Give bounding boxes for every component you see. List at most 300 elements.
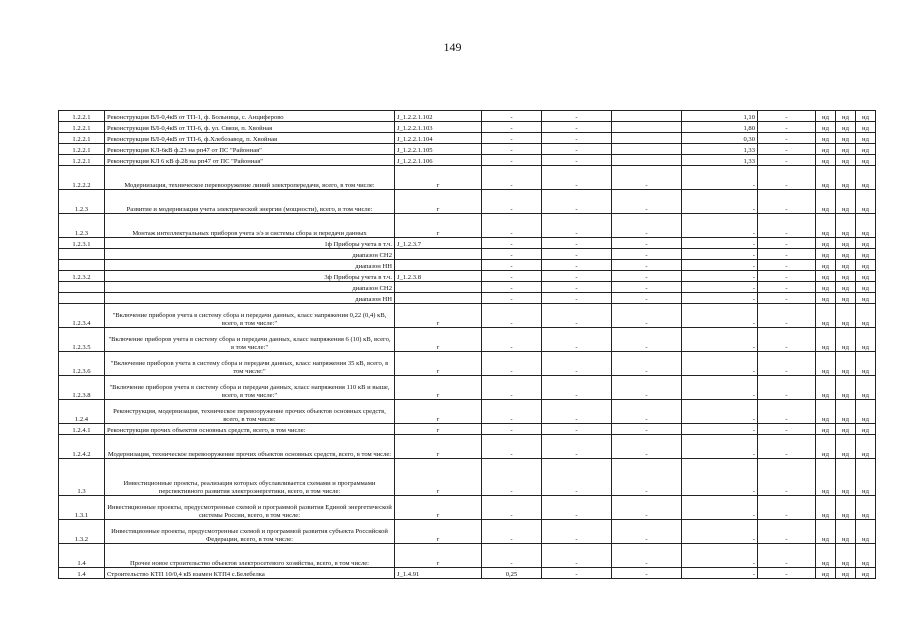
row-identifier: г <box>395 496 482 520</box>
row-nd-3: нд <box>856 214 876 238</box>
row-identifier: J_1.4.91 <box>395 568 482 579</box>
row-nd-1: нд <box>816 214 836 238</box>
row-nd-1: нд <box>816 249 836 260</box>
row-value-1: - <box>482 400 542 424</box>
row-value-4: - <box>682 304 758 328</box>
row-value-1: - <box>482 293 542 304</box>
row-value-5: - <box>758 260 816 271</box>
row-nd-1: нд <box>816 400 836 424</box>
row-value-4: - <box>682 496 758 520</box>
row-value-2: - <box>542 435 612 459</box>
row-nd-3: нд <box>856 155 876 166</box>
row-nd-3: нд <box>856 111 876 122</box>
table-row <box>59 249 876 260</box>
row-identifier <box>395 293 482 304</box>
row-identifier: J_1.2.2.1.103 <box>395 122 482 133</box>
row-value-1: - <box>482 238 542 249</box>
row-value-3 <box>612 144 682 155</box>
row-name: "Включение приборов учета в систему сбора и передачи данных, класс напряжения 35 кВ, всего, в том числе:" <box>105 352 395 376</box>
row-nd-1: нд <box>816 496 836 520</box>
row-name: Инвестиционные проекты, реализация которых обуславливается схемами и программами перспективного развития электроэнергетики, всего, в том числе: <box>105 459 395 496</box>
row-value-4: - <box>682 544 758 568</box>
row-value-5: - <box>758 435 816 459</box>
row-identifier: J_1.2.2.1.106 <box>395 155 482 166</box>
row-nd-3: нд <box>856 249 876 260</box>
row-nd-2: нд <box>836 424 856 435</box>
row-value-1: - <box>482 304 542 328</box>
row-value-2: - <box>542 249 612 260</box>
row-value-3: - <box>612 260 682 271</box>
table-row <box>59 568 876 579</box>
row-value-5: - <box>758 111 816 122</box>
row-value-2: - <box>542 238 612 249</box>
row-nd-1: нд <box>816 376 836 400</box>
row-code: 1.2.3.1 <box>59 238 105 249</box>
row-nd-2: нд <box>836 304 856 328</box>
row-value-4: - <box>682 459 758 496</box>
row-value-2: - <box>542 271 612 282</box>
row-identifier: J_1.2.3.7 <box>395 238 482 249</box>
row-value-3 <box>612 133 682 144</box>
row-identifier: г <box>395 424 482 435</box>
row-nd-3: нд <box>856 282 876 293</box>
row-nd-1: нд <box>816 352 836 376</box>
row-value-2: - <box>542 304 612 328</box>
row-identifier: J_1.2.2.1.105 <box>395 144 482 155</box>
row-nd-3: нд <box>856 238 876 249</box>
row-name: Инвестиционные проекты, предусмотренные схемой и программой развития Единой энергетической системы России, всего, в том числе: <box>105 496 395 520</box>
row-nd-1: нд <box>816 133 836 144</box>
row-nd-3: нд <box>856 424 876 435</box>
row-value-2: - <box>542 122 612 133</box>
row-value-1: - <box>482 435 542 459</box>
row-identifier: г <box>395 328 482 352</box>
row-value-1: - <box>482 328 542 352</box>
row-value-3: - <box>612 435 682 459</box>
row-name: Модернизация, техническое перевооружение прочих объектов основных средств, всего, в том числе: <box>105 435 395 459</box>
row-value-1: - <box>482 352 542 376</box>
row-value-1: - <box>482 424 542 435</box>
row-value-2: - <box>542 214 612 238</box>
row-value-4: - <box>682 424 758 435</box>
row-nd-3: нд <box>856 435 876 459</box>
row-value-1: - <box>482 144 542 155</box>
table-row <box>59 544 876 568</box>
row-name: Реконструкция КЛ-6кВ ф.23 на рп47 от ПС "Районная" <box>105 144 395 155</box>
row-value-5: - <box>758 144 816 155</box>
row-value-3: - <box>612 424 682 435</box>
row-code: 1.2.2.1 <box>59 144 105 155</box>
row-identifier: г <box>395 400 482 424</box>
row-nd-3: нд <box>856 459 876 496</box>
row-name: Прочее новое строительство объектов электросетевого хозяйства, всего, в том числе: <box>105 544 395 568</box>
row-value-1: - <box>482 544 542 568</box>
row-name: Развитие и модернизация учета электрической энергии (мощности), всего, в том числе: <box>105 190 395 214</box>
row-value-5: - <box>758 214 816 238</box>
table-row <box>59 304 876 328</box>
row-nd-3: нд <box>856 520 876 544</box>
row-value-5: - <box>758 133 816 144</box>
row-nd-2: нд <box>836 435 856 459</box>
table-row <box>59 190 876 214</box>
row-nd-1: нд <box>816 568 836 579</box>
row-value-5: - <box>758 496 816 520</box>
row-value-1: - <box>482 155 542 166</box>
row-nd-1: нд <box>816 520 836 544</box>
row-value-2: - <box>542 166 612 190</box>
row-nd-3: нд <box>856 400 876 424</box>
row-nd-2: нд <box>836 166 856 190</box>
row-value-3: - <box>612 496 682 520</box>
row-name: "Включение приборов учета в систему сбора и передачи данных, класс напряжения 110 кВ и выше, всего, в том числе:" <box>105 376 395 400</box>
row-value-3: - <box>612 282 682 293</box>
row-value-2: - <box>542 144 612 155</box>
row-code: 1.2.3.8 <box>59 376 105 400</box>
table-row <box>59 260 876 271</box>
row-value-5: - <box>758 282 816 293</box>
row-name: Модернизация, техническое перевооружение линий электропередачи, всего, в том числе: <box>105 166 395 190</box>
row-code: 1.2.4.2 <box>59 435 105 459</box>
row-value-2: - <box>542 496 612 520</box>
row-value-1: - <box>482 249 542 260</box>
row-nd-3: нд <box>856 496 876 520</box>
row-value-1: - <box>482 271 542 282</box>
row-nd-2: нд <box>836 122 856 133</box>
row-value-4: - <box>682 260 758 271</box>
row-value-2: - <box>542 424 612 435</box>
row-value-5: - <box>758 249 816 260</box>
row-value-3: - <box>612 190 682 214</box>
row-value-1: - <box>482 459 542 496</box>
row-value-1: - <box>482 166 542 190</box>
table-row <box>59 155 876 166</box>
row-nd-3: нд <box>856 122 876 133</box>
row-value-5: - <box>758 459 816 496</box>
table-row <box>59 293 876 304</box>
row-nd-2: нд <box>836 238 856 249</box>
row-nd-3: нд <box>856 271 876 282</box>
table-row <box>59 520 876 544</box>
row-name: Реконструкция прочих объектов основных средств, всего, в том числе: <box>105 424 395 435</box>
row-code: 1.3.1 <box>59 496 105 520</box>
row-code <box>59 249 105 260</box>
row-nd-2: нд <box>836 400 856 424</box>
row-value-4: - <box>682 520 758 544</box>
row-nd-1: нд <box>816 328 836 352</box>
row-value-3: - <box>612 271 682 282</box>
row-identifier <box>395 260 482 271</box>
table-row <box>59 435 876 459</box>
row-nd-1: нд <box>816 111 836 122</box>
row-nd-2: нд <box>836 271 856 282</box>
row-value-3: - <box>612 352 682 376</box>
row-value-4: - <box>682 400 758 424</box>
row-identifier: г <box>395 166 482 190</box>
row-value-3: - <box>612 214 682 238</box>
table-row <box>59 214 876 238</box>
row-value-5: - <box>758 166 816 190</box>
row-value-4: - <box>682 271 758 282</box>
row-nd-3: нд <box>856 133 876 144</box>
row-nd-1: нд <box>816 238 836 249</box>
row-value-3: - <box>612 238 682 249</box>
row-value-5: - <box>758 424 816 435</box>
row-code: 1.2.3 <box>59 214 105 238</box>
row-value-2: - <box>542 328 612 352</box>
row-nd-3: нд <box>856 260 876 271</box>
row-identifier: г <box>395 520 482 544</box>
row-value-1: - <box>482 190 542 214</box>
row-nd-1: нд <box>816 435 836 459</box>
row-identifier: J_1.2.2.1.102 <box>395 111 482 122</box>
row-name: "Включение приборов учета в систему сбора и передачи данных, класс напряжения 6 (10) кВ, всего, в том числе:" <box>105 328 395 352</box>
row-nd-2: нд <box>836 249 856 260</box>
row-identifier: J_1.2.3.8 <box>395 271 482 282</box>
row-value-2: - <box>542 190 612 214</box>
row-value-3: - <box>612 328 682 352</box>
row-value-4: - <box>682 238 758 249</box>
row-value-3: - <box>612 376 682 400</box>
row-nd-2: нд <box>836 544 856 568</box>
row-value-3: - <box>612 293 682 304</box>
row-value-2: - <box>542 568 612 579</box>
row-value-5: - <box>758 520 816 544</box>
table-row <box>59 352 876 376</box>
row-name: диапазон СН2 <box>105 249 395 260</box>
row-code: 1.3 <box>59 459 105 496</box>
row-value-4: 1,80 <box>682 122 758 133</box>
row-nd-1: нд <box>816 304 836 328</box>
row-value-2: - <box>542 400 612 424</box>
row-value-4: 1,33 <box>682 144 758 155</box>
row-value-2: - <box>542 520 612 544</box>
row-identifier: J_1.2.2.1.104 <box>395 133 482 144</box>
row-nd-2: нд <box>836 260 856 271</box>
row-nd-2: нд <box>836 376 856 400</box>
row-code <box>59 293 105 304</box>
row-nd-3: нд <box>856 144 876 155</box>
row-name: Реконструкция, модернизация, техническое перевооружение прочих объектов основных средств, всего, в том числе: <box>105 400 395 424</box>
row-nd-2: нд <box>836 568 856 579</box>
row-value-1: - <box>482 214 542 238</box>
row-value-5: - <box>758 352 816 376</box>
row-identifier: г <box>395 435 482 459</box>
row-nd-2: нд <box>836 282 856 293</box>
row-identifier: г <box>395 544 482 568</box>
row-value-4: - <box>682 166 758 190</box>
row-name: 3ф Приборы учета в т.ч. <box>105 271 395 282</box>
row-value-5: - <box>758 400 816 424</box>
row-code <box>59 282 105 293</box>
row-nd-3: нд <box>856 293 876 304</box>
row-value-5: - <box>758 238 816 249</box>
row-nd-2: нд <box>836 214 856 238</box>
row-value-3: - <box>612 166 682 190</box>
row-value-5: - <box>758 376 816 400</box>
row-code: 1.2.3.4 <box>59 304 105 328</box>
row-value-5: - <box>758 271 816 282</box>
row-value-5: - <box>758 155 816 166</box>
row-value-4: - <box>682 190 758 214</box>
row-nd-3: нд <box>856 352 876 376</box>
row-value-2: - <box>542 293 612 304</box>
row-nd-2: нд <box>836 328 856 352</box>
table-row <box>59 166 876 190</box>
row-nd-2: нд <box>836 111 856 122</box>
page-number: 149 <box>443 40 462 54</box>
row-code: 1.2.4.1 <box>59 424 105 435</box>
table-row <box>59 400 876 424</box>
row-nd-3: нд <box>856 166 876 190</box>
row-identifier <box>395 282 482 293</box>
row-value-4: - <box>682 352 758 376</box>
row-name: диапазон НН <box>105 260 395 271</box>
row-value-5: - <box>758 328 816 352</box>
row-value-3: - <box>612 459 682 496</box>
row-code: 1.2.2.1 <box>59 122 105 133</box>
row-value-4: - <box>682 249 758 260</box>
row-nd-1: нд <box>816 190 836 214</box>
row-code: 1.2.2.1 <box>59 155 105 166</box>
row-identifier: г <box>395 376 482 400</box>
row-value-2: - <box>542 376 612 400</box>
row-nd-3: нд <box>856 304 876 328</box>
row-code: 1.2.2.1 <box>59 111 105 122</box>
row-value-2: - <box>542 155 612 166</box>
row-code: 1.3.2 <box>59 520 105 544</box>
row-name: 1ф Приборы учета в т.ч. <box>105 238 395 249</box>
table-row <box>59 271 876 282</box>
row-code: 1.2.3.5 <box>59 328 105 352</box>
row-code: 1.4 <box>59 544 105 568</box>
row-name: диапазон СН2 <box>105 282 395 293</box>
table-row <box>59 328 876 352</box>
row-nd-2: нд <box>836 496 856 520</box>
row-code: 1.4 <box>59 568 105 579</box>
row-nd-3: нд <box>856 328 876 352</box>
row-value-1: - <box>482 376 542 400</box>
row-nd-2: нд <box>836 520 856 544</box>
table-row <box>59 122 876 133</box>
row-code: 1.2.3.2 <box>59 271 105 282</box>
row-value-4: 1,10 <box>682 111 758 122</box>
row-nd-2: нд <box>836 190 856 214</box>
row-identifier: г <box>395 190 482 214</box>
row-value-5: - <box>758 304 816 328</box>
row-value-1: - <box>482 260 542 271</box>
row-nd-3: нд <box>856 544 876 568</box>
row-code <box>59 260 105 271</box>
row-value-4: - <box>682 376 758 400</box>
row-nd-1: нд <box>816 282 836 293</box>
row-value-2: - <box>542 133 612 144</box>
row-value-3 <box>612 122 682 133</box>
row-value-4: - <box>682 435 758 459</box>
row-value-4: - <box>682 214 758 238</box>
row-nd-1: нд <box>816 155 836 166</box>
table-row <box>59 111 876 122</box>
row-value-3 <box>612 155 682 166</box>
row-value-3 <box>612 111 682 122</box>
row-value-4: - <box>682 282 758 293</box>
row-value-4: 0,30 <box>682 133 758 144</box>
row-code: 1.2.3.6 <box>59 352 105 376</box>
row-value-5: - <box>758 568 816 579</box>
row-identifier <box>395 249 482 260</box>
row-nd-1: нд <box>816 260 836 271</box>
row-code: 1.2.3 <box>59 190 105 214</box>
table-row <box>59 144 876 155</box>
row-nd-2: нд <box>836 144 856 155</box>
row-value-2: - <box>542 111 612 122</box>
row-nd-1: нд <box>816 144 836 155</box>
row-value-3: - <box>612 400 682 424</box>
row-nd-1: нд <box>816 293 836 304</box>
row-value-4: - <box>682 568 758 579</box>
row-value-2: - <box>542 459 612 496</box>
row-value-2: - <box>542 352 612 376</box>
row-identifier: г <box>395 304 482 328</box>
row-value-5: - <box>758 293 816 304</box>
row-nd-1: нд <box>816 166 836 190</box>
row-name: Реконструкция ВЛ-0,4кВ от ТП-6, ф. ул. Связи, п. Хвойная <box>105 122 395 133</box>
row-value-5: - <box>758 122 816 133</box>
row-nd-2: нд <box>836 352 856 376</box>
row-name: Инвестиционные проекты, предусмотренные схемой и программой развития субъекта Российской Федерации, всего, в том числе: <box>105 520 395 544</box>
row-code: 1.2.4 <box>59 400 105 424</box>
table-row <box>59 376 876 400</box>
row-identifier: г <box>395 352 482 376</box>
row-nd-3: нд <box>856 190 876 214</box>
row-nd-2: нд <box>836 293 856 304</box>
row-value-3: - <box>612 544 682 568</box>
row-code: 1.2.2.2 <box>59 166 105 190</box>
row-value-5: - <box>758 190 816 214</box>
row-value-1: - <box>482 496 542 520</box>
row-value-1: - <box>482 111 542 122</box>
row-value-3: - <box>612 568 682 579</box>
row-name: диапазон НН <box>105 293 395 304</box>
table-row <box>59 238 876 249</box>
row-name: "Включение приборов учета в систему сбора и передачи данных, класс напряжения 0,22 (0,4) кВ, всего, в том числе:" <box>105 304 395 328</box>
row-nd-1: нд <box>816 122 836 133</box>
row-name: Реконструкция ВЛ-0,4кВ от ТП-1, ф. Больница, с. Анциферово <box>105 111 395 122</box>
row-nd-2: нд <box>836 155 856 166</box>
row-nd-2: нд <box>836 133 856 144</box>
row-nd-3: нд <box>856 376 876 400</box>
row-value-2: - <box>542 282 612 293</box>
row-name: Реконструкция ВЛ-0,4кВ от ТП-6, ф.Хлебозавод, п. Хвойная <box>105 133 395 144</box>
row-nd-1: нд <box>816 424 836 435</box>
row-nd-1: нд <box>816 544 836 568</box>
row-value-5: - <box>758 544 816 568</box>
table-row <box>59 459 876 496</box>
row-value-4: 1,33 <box>682 155 758 166</box>
row-value-3: - <box>612 304 682 328</box>
row-value-2: - <box>542 260 612 271</box>
table-row <box>59 133 876 144</box>
row-nd-2: нд <box>836 459 856 496</box>
row-value-2: - <box>542 544 612 568</box>
row-name: Строительство КТП 10/0,4 кВ взамен КТП4 с.Белебелка <box>105 568 395 579</box>
row-identifier: г <box>395 459 482 496</box>
row-nd-1: нд <box>816 271 836 282</box>
table-body <box>59 111 876 579</box>
row-value-1: - <box>482 282 542 293</box>
row-nd-1: нд <box>816 459 836 496</box>
row-value-3: - <box>612 249 682 260</box>
row-code: 1.2.2.1 <box>59 133 105 144</box>
